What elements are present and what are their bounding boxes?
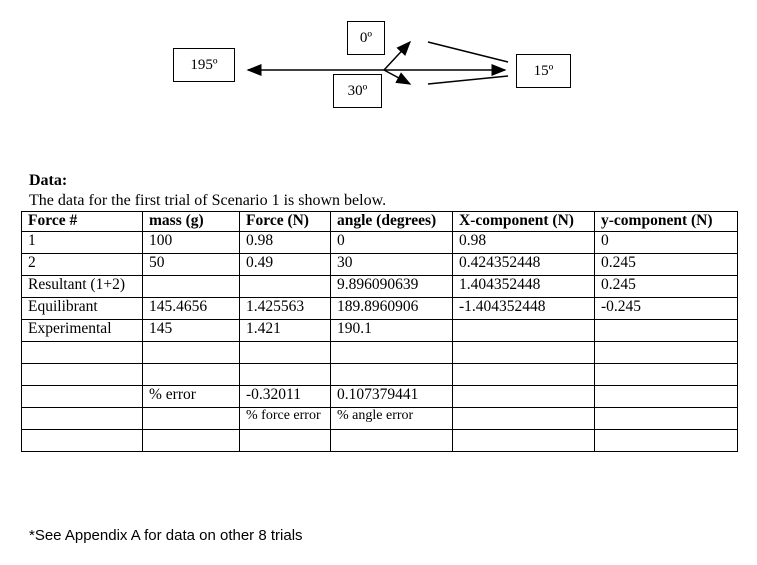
diagonal-arrow <box>384 70 410 84</box>
angle-label: 195º <box>190 56 218 73</box>
table-row <box>22 253 738 275</box>
table-cell: Equilibrant <box>22 297 143 319</box>
angle-box-0 <box>347 21 385 55</box>
table-cell: 1 <box>22 231 143 253</box>
angle-label: 0º <box>359 29 373 46</box>
column-header: Force (N) <box>240 212 331 232</box>
table-cell <box>240 429 331 451</box>
table-cell: 1.404352448 <box>453 275 595 297</box>
table-row <box>22 275 738 297</box>
table-cell: Resultant (1+2) <box>22 275 143 297</box>
table-cell <box>453 407 595 429</box>
table-cell <box>22 341 143 363</box>
column-header: mass (g) <box>143 212 240 232</box>
table-cell <box>22 407 143 429</box>
table-cell <box>595 407 738 429</box>
table-cell <box>595 385 738 407</box>
table-header-row <box>22 212 738 232</box>
table-cell <box>143 363 240 385</box>
data-heading: Data: <box>29 172 68 189</box>
table-cell <box>240 275 331 297</box>
table-cell: 0 <box>595 231 738 253</box>
table-cell: Experimental <box>22 319 143 341</box>
table-cell: 1.425563 <box>240 297 331 319</box>
table-cell <box>453 385 595 407</box>
table-cell <box>453 319 595 341</box>
table-row <box>22 231 738 253</box>
table-cell: 50 <box>143 253 240 275</box>
table-cell: 1.421 <box>240 319 331 341</box>
table-cell <box>240 363 331 385</box>
table-cell <box>331 363 453 385</box>
table-cell <box>453 341 595 363</box>
table-cell <box>143 429 240 451</box>
table-cell <box>22 363 143 385</box>
column-header: y-component (N) <box>595 212 738 232</box>
table-cell <box>453 363 595 385</box>
table-cell <box>143 275 240 297</box>
table-cell: 189.8960906 <box>331 297 453 319</box>
column-header: X-component (N) <box>453 212 595 232</box>
table-cell: 100 <box>143 231 240 253</box>
angle-box-15 <box>516 54 571 88</box>
table-cell: -0.245 <box>595 297 738 319</box>
table-cell: 0.245 <box>595 253 738 275</box>
table-cell: 0.107379441 <box>331 385 453 407</box>
table-cell <box>22 429 143 451</box>
guide-line <box>428 42 508 62</box>
footnote: *See Appendix A for data on other 8 trials <box>29 527 303 544</box>
table-cell: % angle error <box>331 407 453 429</box>
column-header: angle (degrees) <box>331 212 453 232</box>
table-cell: 0 <box>331 231 453 253</box>
angle-label: 30º <box>347 82 368 99</box>
angle-box-195 <box>173 48 235 82</box>
diagonal-arrow <box>384 42 410 70</box>
angle-box-30 <box>333 74 382 108</box>
table-cell: -1.404352448 <box>453 297 595 319</box>
table-cell <box>595 341 738 363</box>
column-header: Force # <box>22 212 143 232</box>
table-row <box>22 363 738 385</box>
table-cell <box>331 429 453 451</box>
table-cell <box>240 341 331 363</box>
table-cell: 2 <box>22 253 143 275</box>
table-cell <box>595 363 738 385</box>
table-row <box>22 297 738 319</box>
table-cell: % error <box>143 385 240 407</box>
table-cell: 0.424352448 <box>453 253 595 275</box>
table-cell: 0.245 <box>595 275 738 297</box>
table-row <box>22 341 738 363</box>
table-cell: 190.1 <box>331 319 453 341</box>
table-cell <box>143 341 240 363</box>
table-row <box>22 429 738 451</box>
table-cell: 0.98 <box>240 231 331 253</box>
table-row <box>22 407 738 429</box>
table-row <box>22 319 738 341</box>
angle-label: 15º <box>533 62 554 79</box>
guide-line <box>428 76 508 84</box>
data-caption: The data for the first trial of Scenario 1 is shown below. <box>29 192 387 209</box>
data-table <box>21 211 738 452</box>
table-row <box>22 385 738 407</box>
table-cell: 145 <box>143 319 240 341</box>
table-cell: -0.32011 <box>240 385 331 407</box>
table-cell: % force error <box>240 407 331 429</box>
table-cell: 145.4656 <box>143 297 240 319</box>
table-cell <box>22 385 143 407</box>
table-cell: 0.98 <box>453 231 595 253</box>
table-cell: 0.49 <box>240 253 331 275</box>
table-cell <box>595 319 738 341</box>
table-cell <box>595 429 738 451</box>
table-cell: 9.896090639 <box>331 275 453 297</box>
table-cell <box>331 341 453 363</box>
table-cell: 30 <box>331 253 453 275</box>
table-cell <box>143 407 240 429</box>
table-cell <box>453 429 595 451</box>
